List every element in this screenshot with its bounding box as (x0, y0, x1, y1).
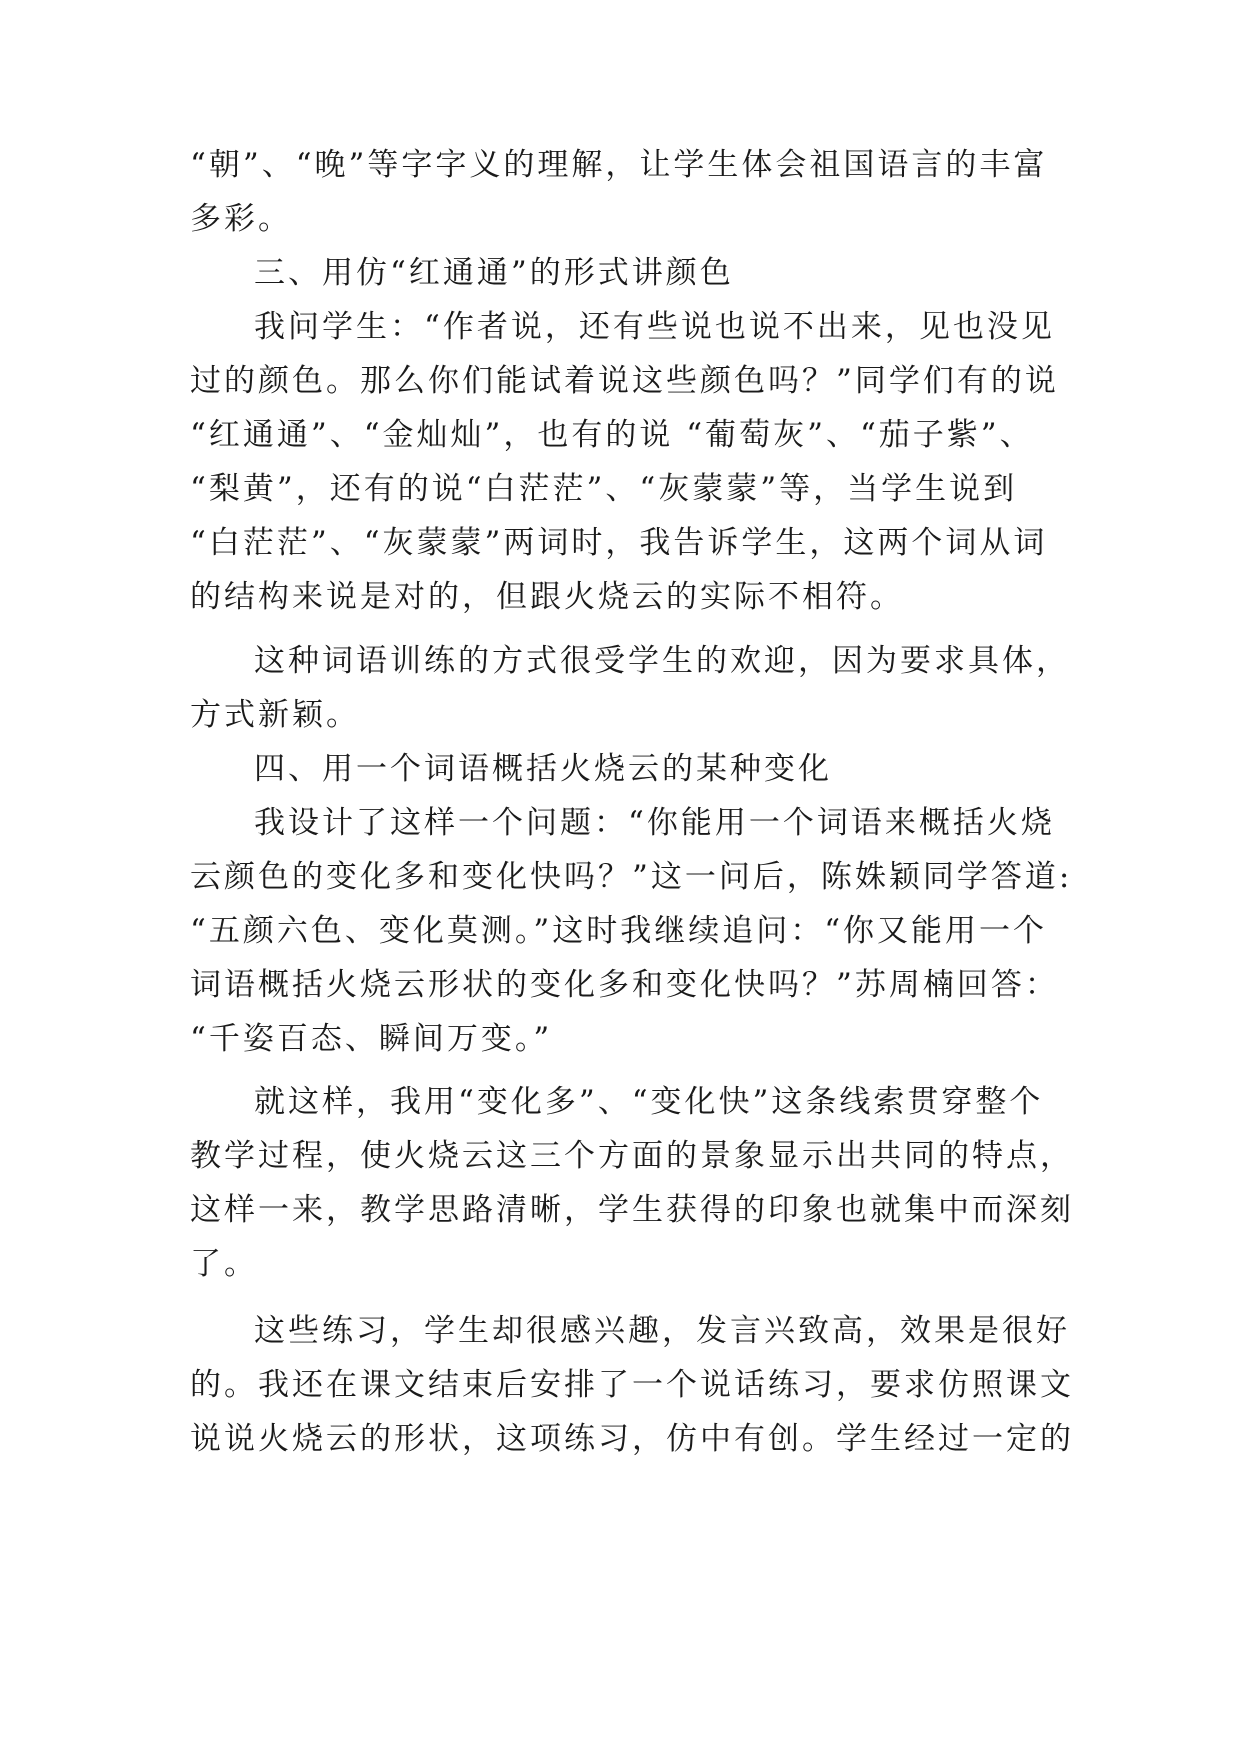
text-line: 我问学生：“作者说，还有些说也说不出来，见也没见 (254, 309, 1055, 345)
text-line: 这些练习，学生却很感兴趣，发言兴致高，效果是很好 (254, 1313, 1070, 1349)
text-line: 就这样，我用“变化多”、“变化快”这条线索贯穿整个 (254, 1084, 1044, 1120)
text-line: 教学过程，使火烧云这三个方面的景象显示出共同的特点， (190, 1138, 1074, 1174)
text-line: 说说火烧云的形状，这项练习，仿中有创。学生经过一定的 (190, 1421, 1074, 1457)
text-line: 云颜色的变化多和变化快吗？”这一问后，陈姝颖同学答道: (190, 859, 1073, 895)
text-line: 的结构来说是对的，但跟火烧云的实际不相符。 (190, 579, 904, 615)
text-line: 方式新颖。 (190, 697, 360, 733)
text-line: 的。我还在课文结束后安排了一个说话练习，要求仿照课文 (190, 1367, 1074, 1403)
text-line: 这种词语训练的方式很受学生的欢迎，因为要求具体， (254, 643, 1070, 679)
text-line: 多彩。 (190, 201, 292, 237)
text-line: 了。 (190, 1246, 258, 1282)
text-line: “千姿百态、瞬间万变。” (190, 1021, 553, 1057)
text-line: “白茫茫”、“灰蒙蒙”两词时，我告诉学生，这两个词从词 (190, 525, 1048, 561)
section-heading: 三、用仿“红通通”的形式讲颜色 (254, 255, 734, 291)
text-line: 我设计了这样一个问题：“你能用一个词语来概括火烧 (254, 805, 1055, 841)
text-line: “五颜六色、变化莫测。”这时我继续追问：“你又能用一个 (190, 913, 1048, 949)
text-line: “梨黄”，还有的说“白茫茫”、“灰蒙蒙”等，当学生说到 (190, 471, 1018, 507)
text-line: “红通通”、“金灿灿”，也有的说 “葡萄灰”、“茄子紫”、 (190, 417, 1034, 453)
text-line: 过的颜色。那么你们能试着说这些颜色吗？”同学们有的说 (190, 363, 1059, 399)
text-line: 这样一来，教学思路清晰，学生获得的印象也就集中而深刻 (190, 1192, 1074, 1228)
text-line: 词语概括火烧云形状的变化多和变化快吗？”苏周楠回答： (190, 967, 1059, 1003)
text-line: “朝”、“晚”等字字义的理解，让学生体会祖国语言的丰富 (190, 147, 1048, 183)
section-heading: 四、用一个词语概括火烧云的某种变化 (254, 751, 832, 787)
